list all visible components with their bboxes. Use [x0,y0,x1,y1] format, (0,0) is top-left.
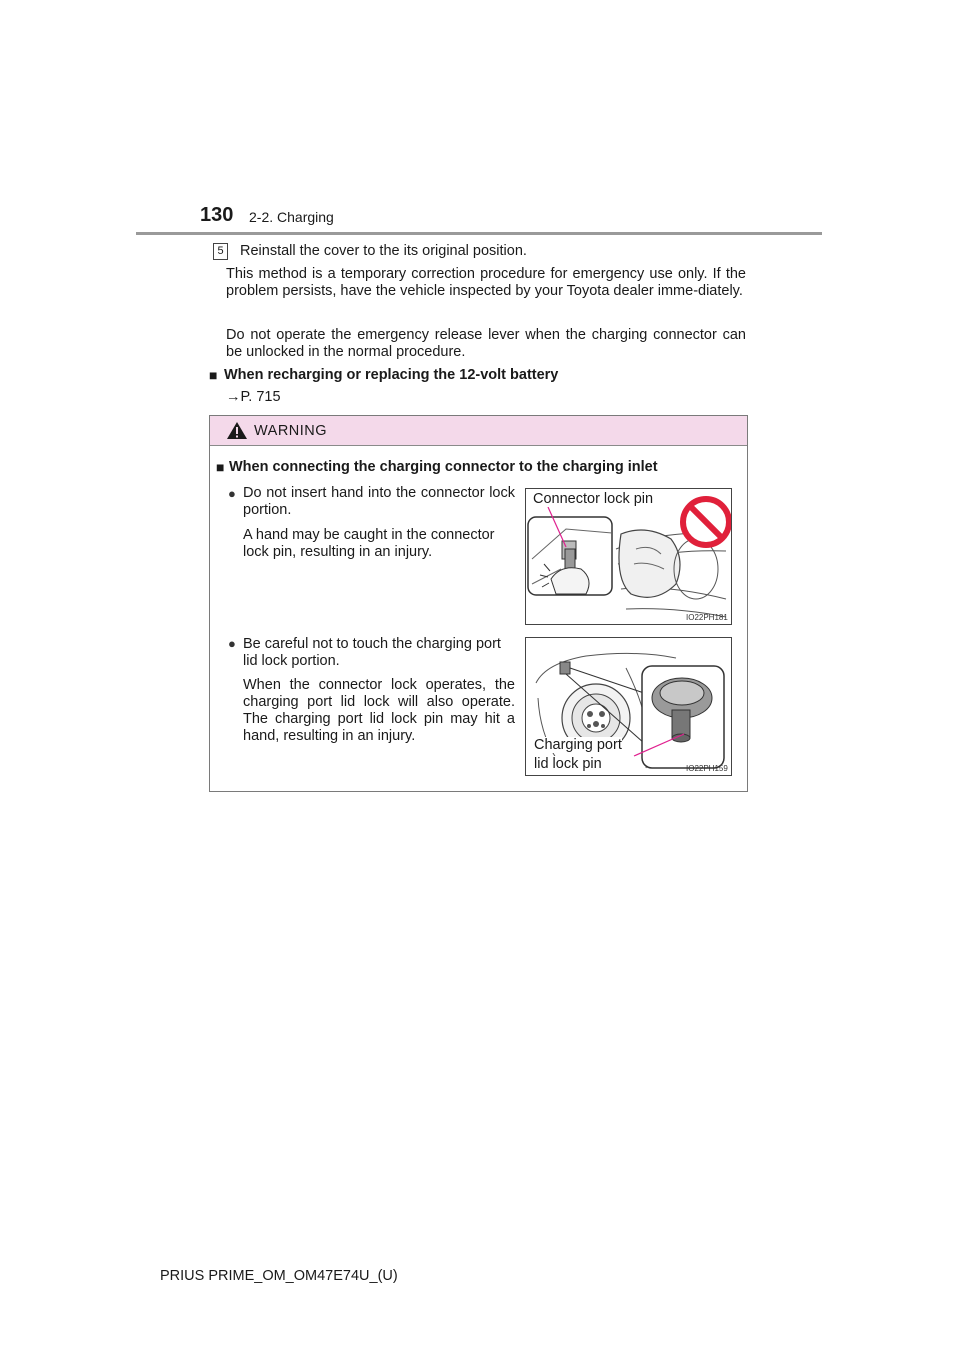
header-divider [136,232,822,235]
warning-item-detail: A hand may be caught in the connector lock pin, resulting in an injury. [243,527,495,560]
paragraph-temporary-correction: This method is a temporary correction procedure for emergency use only. If the problem persists, have the vehicle inspected by your Toyota dealer imme-diately. [226,266,746,299]
step-number-box: 5 [213,243,228,260]
step-text: Reinstall the cover to the its original position. [240,243,527,259]
section-title: 2-2. Charging [249,209,334,225]
warning-item-text: Be careful not to touch the charging port lid lock portion. [243,636,501,669]
figure-code: IO22PH181 [686,613,728,622]
charging-port-illustration [526,638,731,775]
connector-illustration [526,489,731,624]
footer-document-id: PRIUS PRIME_OM_OM47E74U_(U) [160,1268,398,1284]
warning-heading: When connecting the charging connector to the charging inlet [229,459,658,475]
figure-label-connector-lock-pin: Connector lock pin [533,491,654,507]
figure-code: IO22PH159 [686,764,728,773]
bullet-dot: ● [228,636,236,651]
figure-label-lid-lock-pin: lid lock pin [534,756,602,772]
subsection-title: When recharging or replacing the 12-volt battery [224,367,559,383]
warning-heading-marker: ■ [216,459,225,475]
warning-item-text: Do not insert hand into the connector lock portion. [243,485,515,518]
paragraph-emergency-lever: Do not operate the emergency release lever when the charging connector can be unlocked in the normal procedure. [226,327,746,360]
page-reference-link[interactable]: →P. 715 [226,389,281,405]
figure-connector-lock-pin [525,488,732,625]
warning-item-detail: When the connector lock operates, the charging port lid lock will also operate. The charging port lid lock pin may hit a hand, resulting in an injury. [243,677,515,744]
warning-triangle-icon [226,421,248,440]
bullet-dot: ● [228,486,236,501]
warning-title: WARNING [254,423,328,439]
subsection-marker: ■ [209,367,218,383]
page-number: 130 [200,204,234,226]
figure-label-charging-port: Charging port [534,737,622,753]
warning-header [210,416,747,446]
